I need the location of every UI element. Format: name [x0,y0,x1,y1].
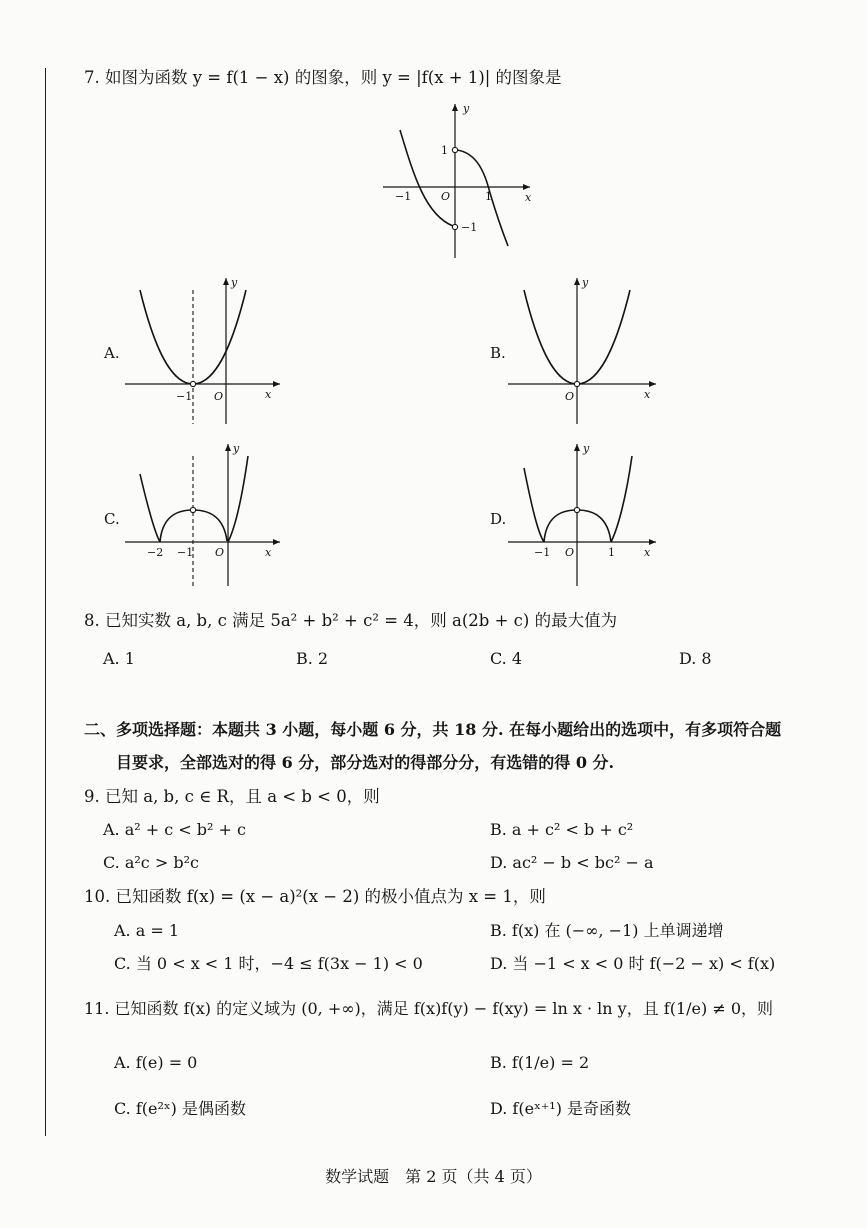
svg-text:−1: −1 [534,546,551,559]
q11-option-a: A. f(e) = 0 [114,1053,198,1072]
q9-option-b: B. a + c² < b + c² [490,820,634,839]
svg-text:O: O [565,546,575,559]
q7-option-b-graph [486,272,666,427]
tick-one-y: 1 [441,144,448,157]
q7-stem: 7. 如图为函数 y = f(1 − x) 的图象，则 y = |f(x + 1)| 的图象是 [84,68,562,87]
tick-one-x: 1 [485,190,492,203]
q10-option-d: D. 当 −1 < x < 0 时 f(−2 − x) < f(x) [490,954,776,973]
q11-option-b: B. f(1/e) = 2 [490,1053,590,1072]
q8-option-d: D. 8 [679,649,712,668]
tick-neg-one-y: −1 [461,221,478,234]
svg-text:O: O [214,390,224,403]
q7-main-graph [375,98,545,263]
q9-option-c: C. a²c > b²c [103,853,199,872]
q11-stem: 11. 已知函数 f(x) 的定义域为 (0, +∞)，满足 f(x)f(y) − f(xy) = ln x · ln y，且 f(1/e) ≠ 0，则 [84,999,774,1018]
axis-x-label: x [525,191,532,204]
svg-text:1: 1 [608,546,615,559]
svg-text:−2: −2 [147,546,164,559]
svg-text:x: x [265,388,272,401]
svg-text:x: x [644,388,651,401]
q10-option-c: C. 当 0 < x < 1 时，−4 ≤ f(3x − 1) < 0 [114,954,423,973]
page-footer: 数学试题 第 2 页（共 4 页） [325,1167,542,1186]
svg-text:y: y [583,442,590,455]
axis-y-label: y [463,102,470,115]
option-c-letter: C. [104,510,120,528]
tick-neg-one-x: −1 [395,190,412,203]
option-d-letter: D. [490,510,507,528]
svg-text:−1: −1 [177,546,194,559]
q7-option-c-graph [100,438,290,588]
q10-stem: 10. 已知函数 f(x) = (x − a)²(x − 2) 的极小值点为 x = 1，则 [84,887,546,906]
q7-option-a-graph [100,272,290,427]
q9-stem: 9. 已知 a, b, c ∈ R，且 a < b < 0，则 [84,787,380,806]
q11-option-c: C. f(e²ˣ) 是偶函数 [114,1099,247,1118]
q8-stem: 8. 已知实数 a, b, c 满足 5a² + b² + c² = 4，则 a(2b + c) 的最大值为 [84,611,618,630]
binding-margin-line [45,68,46,1136]
svg-text:y: y [231,276,238,289]
svg-text:O: O [565,390,575,403]
svg-text:x: x [265,546,272,559]
q9-option-a: A. a² + c < b² + c [103,820,246,839]
option-a-letter: A. [104,344,120,362]
section2-header-line2: 目要求，全部选对的得 6 分，部分选对的得部分分，有选错的得 0 分. [116,753,615,772]
q10-option-b: B. f(x) 在 (−∞, −1) 上单调递增 [490,921,724,940]
q10-option-a: A. a = 1 [114,921,180,940]
svg-text:y: y [582,276,589,289]
svg-text:y: y [233,442,240,455]
q9-option-d: D. ac² − b < bc² − a [490,853,654,872]
q11-option-d: D. f(eˣ⁺¹) 是奇函数 [490,1099,632,1118]
section2-header-line1: 二、多项选择题：本题共 3 小题，每小题 6 分，共 18 分. 在每小题给出的选项中，有多项符合题 [84,720,782,739]
svg-text:O: O [215,546,225,559]
q8-option-a: A. 1 [103,649,135,668]
svg-text:x: x [644,546,651,559]
q8-option-b: B. 2 [296,649,329,668]
option-b-letter: B. [490,344,506,362]
origin-label: O [441,190,451,203]
q7-option-d-graph [486,438,666,588]
svg-text:−1: −1 [176,390,193,403]
q8-option-c: C. 4 [490,649,523,668]
